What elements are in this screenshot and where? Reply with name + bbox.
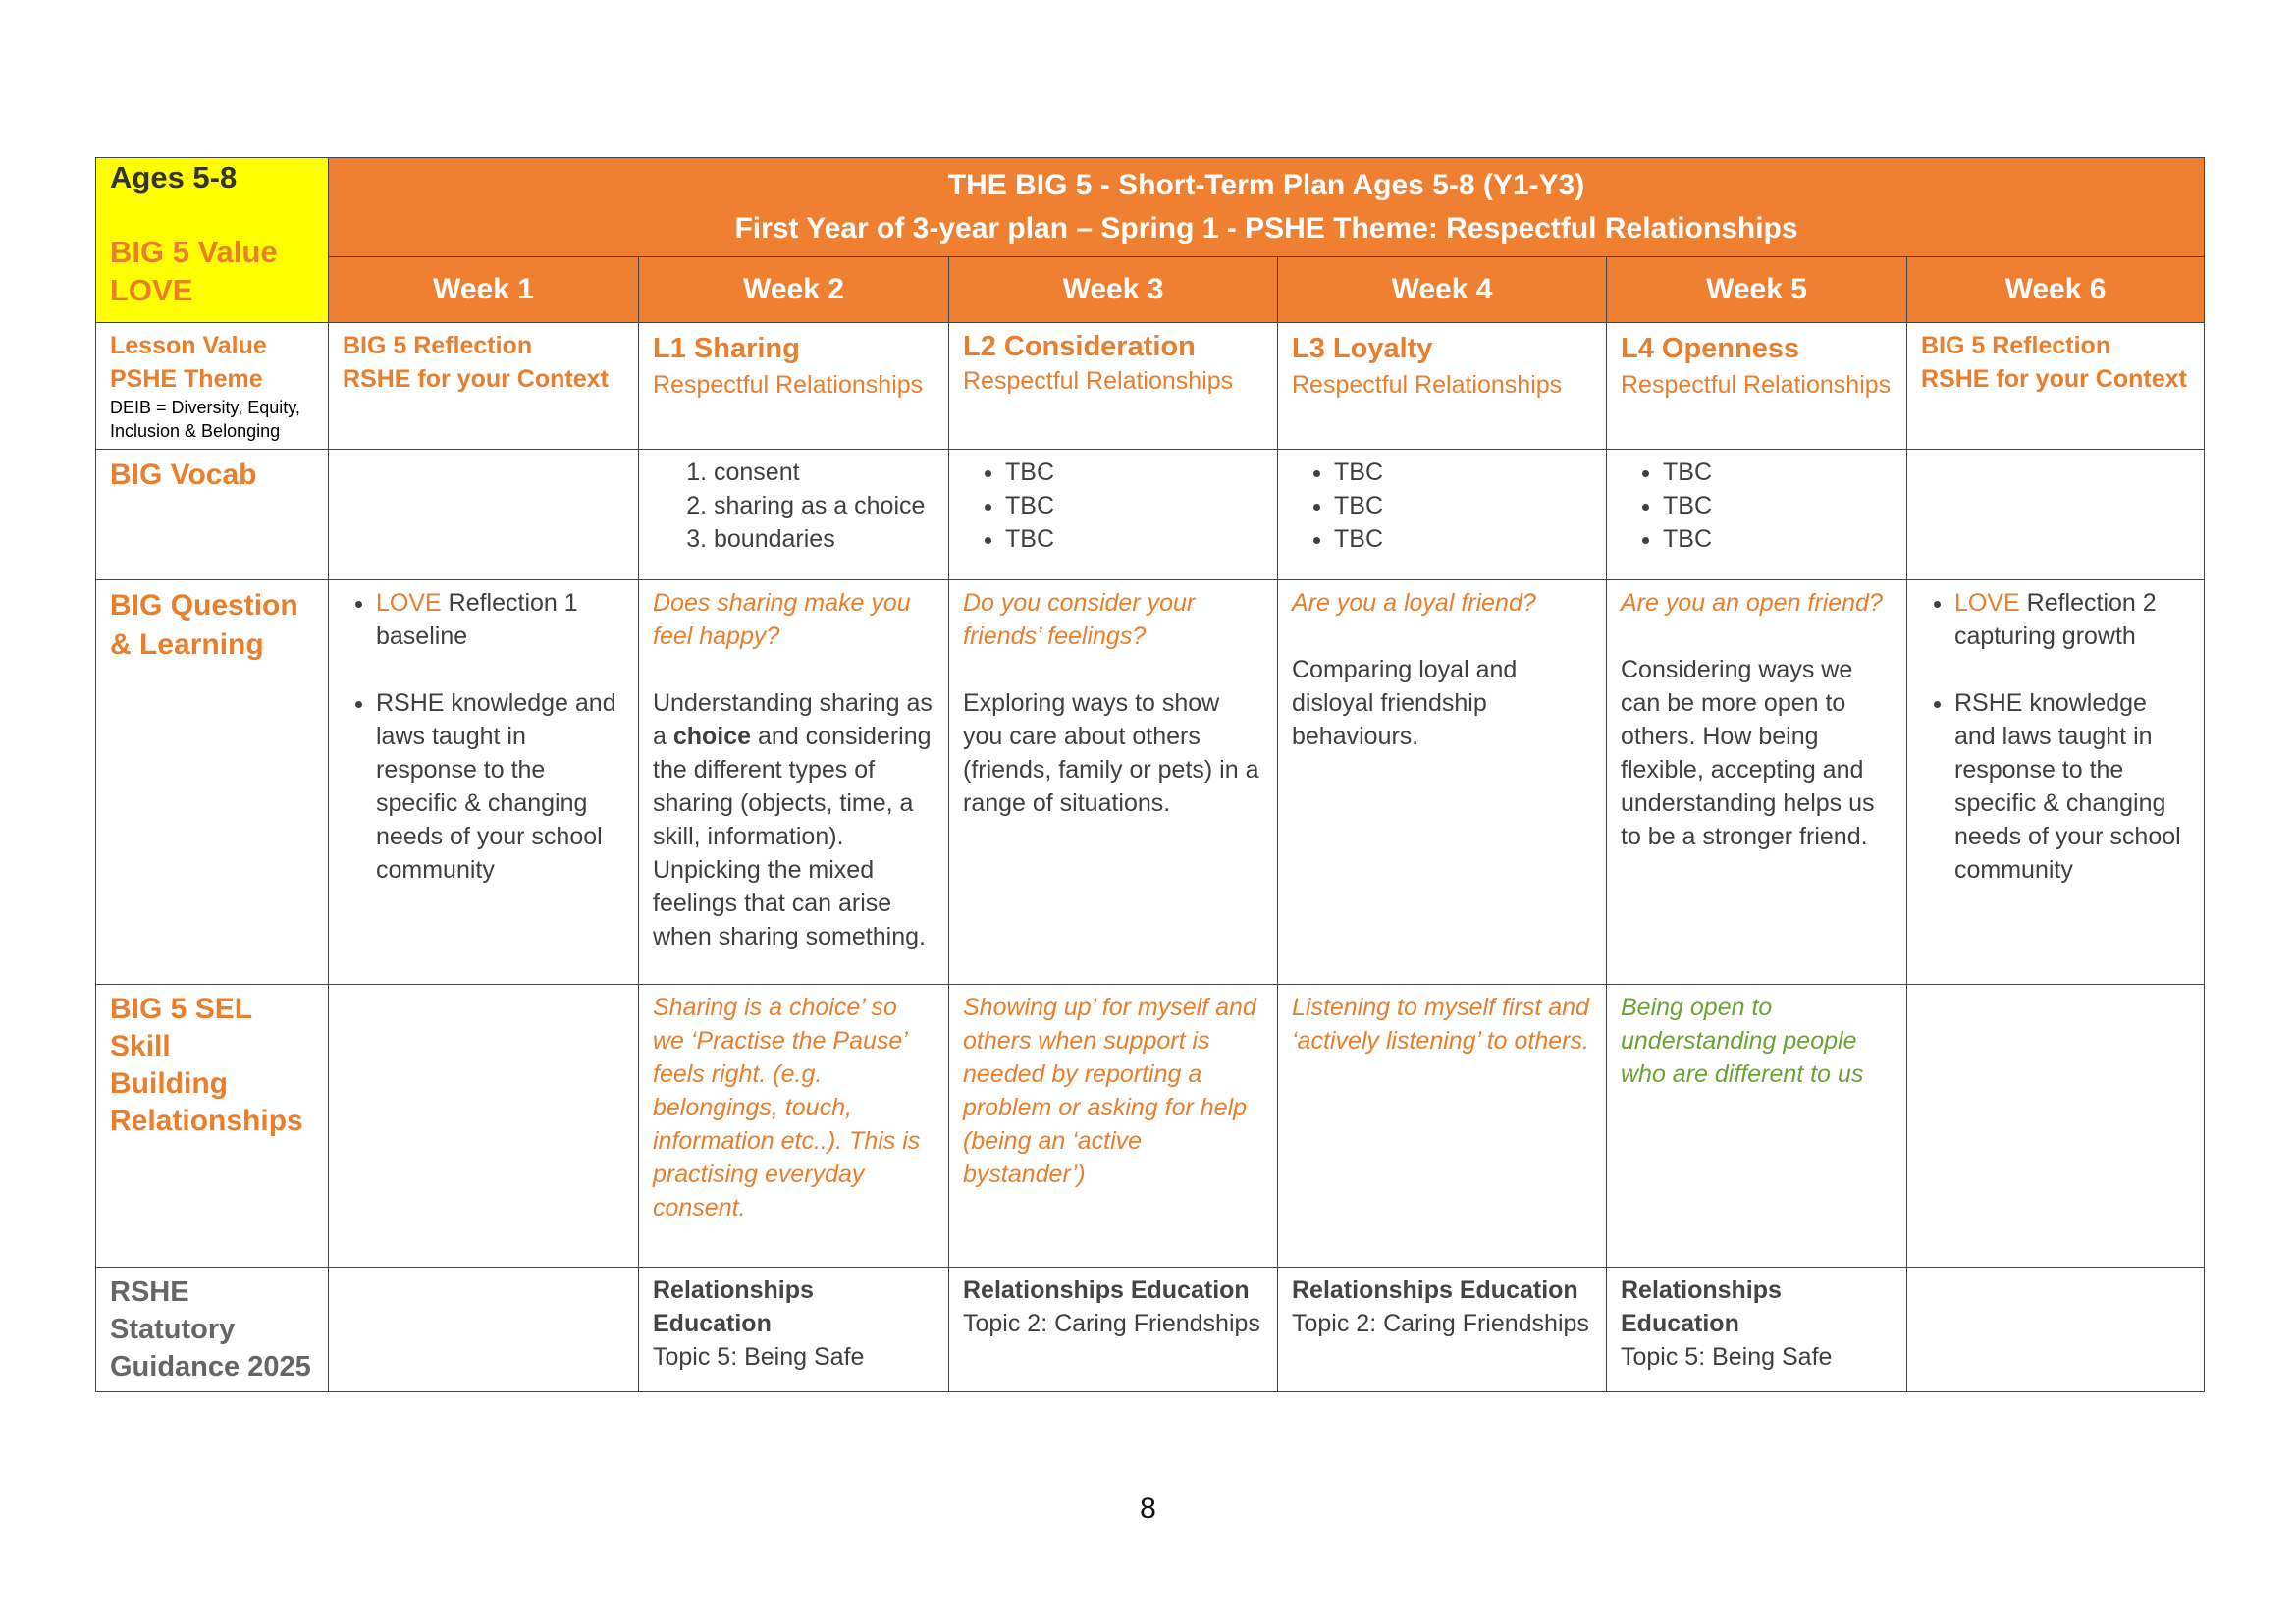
sel-week-1: [329, 985, 639, 1268]
learning-bullet: [376, 586, 624, 653]
learning-week-1: [329, 580, 639, 985]
learning-text-part: Understanding sharing as a: [653, 689, 933, 750]
week-5-header: Week 5: [1607, 257, 1907, 323]
rshe-row: [96, 1268, 2205, 1392]
short-term-plan-table: [95, 157, 2205, 1392]
sel-row: [96, 985, 2205, 1268]
rshe-topic: Topic 2: Caring Friendships: [963, 1310, 1260, 1337]
learning-text: [653, 686, 934, 953]
learning-week-4: [1278, 580, 1607, 985]
vocab-item: • TBC: [1334, 456, 1592, 489]
learning-text-bold: choice: [672, 723, 752, 750]
learning-text: Considering ways we can be more open to others. How being flexible, accepting and understanding helps us to be a stronger friend.: [1621, 656, 1875, 850]
lesson-subtitle: Respectful Relationships: [653, 371, 924, 399]
lesson-week-1: [329, 323, 639, 450]
rshe-week-1: [329, 1268, 639, 1392]
rshe-topic: Topic 5: Being Safe: [1621, 1343, 1833, 1371]
vocab-item: • TBC: [1663, 489, 1893, 522]
vocab-item: 2. sharing as a choice: [714, 489, 934, 522]
vocab-week-3: [949, 450, 1278, 580]
sel-label-1: BIG 5 SEL Skill: [110, 993, 252, 1062]
deib-note: DEIB = Diversity, Equity, Inclusion & Belonging: [110, 398, 300, 441]
plan-title-line-1: THE BIG 5 - Short-Term Plan Ages 5-8 (Y1-Y3): [947, 169, 1585, 201]
big-question: Are you an open friend?: [1621, 589, 1883, 617]
bullet-text: Reflection 1 baseline: [376, 589, 578, 650]
vocab-week-6: [1907, 450, 2205, 580]
ages-cell: [96, 158, 329, 323]
learning-week-5: [1607, 580, 1907, 985]
learning-week-6: [1907, 580, 2205, 985]
lesson-title: L2 Consideration: [963, 331, 1196, 362]
vocab-week-5: [1607, 450, 1907, 580]
sel-text: Sharing is a choice’ so we ‘Practise the Pause’ feels right. (e.g. belongings, touch, information etc..). This is practising everyday consent.: [653, 994, 921, 1221]
learning-row-label: [96, 580, 329, 985]
vocab-item: • TBC: [1334, 522, 1592, 556]
lesson-subtitle: Respectful Relationships: [1621, 371, 1892, 399]
big-question: Does sharing make you feel happy?: [653, 589, 911, 650]
lesson-subtitle: RSHE for your Context: [343, 365, 609, 393]
week-header-row: [96, 257, 2205, 323]
love-word: LOVE: [1954, 589, 2020, 617]
lesson-row: [96, 323, 2205, 450]
rshe-week-3: [949, 1268, 1278, 1392]
sel-label-2: Building: [110, 1067, 228, 1100]
vocab-item: • TBC: [1005, 522, 1263, 556]
week-6-header: Week 6: [1907, 257, 2205, 323]
rshe-heading: Relationships Education: [1621, 1276, 1782, 1337]
sel-week-2: [639, 985, 949, 1268]
question-label-2: & Learning: [110, 628, 264, 661]
learning-week-3: [949, 580, 1278, 985]
vocab-item: • TBC: [1005, 456, 1263, 489]
lesson-title: L1 Sharing: [653, 333, 800, 364]
rshe-heading: Relationships Education: [963, 1276, 1250, 1304]
lesson-week-3: [949, 323, 1278, 450]
question-label-1: BIG Question: [110, 589, 298, 622]
love-word: LOVE: [376, 589, 442, 617]
lesson-week-5: [1607, 323, 1907, 450]
rshe-week-4: [1278, 1268, 1607, 1392]
vocab-item: 1. consent: [714, 456, 934, 489]
rshe-row-label: [96, 1268, 329, 1392]
week-1-header: Week 1: [329, 257, 639, 323]
rshe-week-6: [1907, 1268, 2205, 1392]
vocab-item: • TBC: [1663, 522, 1893, 556]
lesson-title: L3 Loyalty: [1292, 333, 1433, 364]
week-4-header: Week 4: [1278, 257, 1607, 323]
big-question: Do you consider your friends’ feelings?: [963, 589, 1196, 650]
rshe-topic: Topic 5: Being Safe: [653, 1343, 865, 1371]
learning-text-part: and considering the different types of sharing (objects, time, a skill, information). Unpicking the mixed feelings that can arise when sharing something.: [653, 723, 932, 950]
vocab-week-4: [1278, 450, 1607, 580]
week-2-header: Week 2: [639, 257, 949, 323]
page-number: 8: [1140, 1492, 1156, 1525]
title-row: [96, 158, 2205, 257]
vocab-item: • TBC: [1663, 456, 1893, 489]
sel-week-5: [1607, 985, 1907, 1268]
lesson-week-6: [1907, 323, 2205, 450]
rshe-topic: Topic 2: Caring Friendships: [1292, 1310, 1589, 1337]
sel-row-label: [96, 985, 329, 1268]
sel-text: Showing up’ for myself and others when support is needed by reporting a problem or asking for help (being an ‘active bystander’): [963, 994, 1256, 1188]
big-question: Are you a loyal friend?: [1292, 589, 1536, 617]
rshe-label-1: RSHE Statutory: [110, 1276, 236, 1345]
lesson-row-label: [96, 323, 329, 450]
ages-label: Ages 5-8: [110, 160, 238, 194]
vocab-week-2: [639, 450, 949, 580]
vocab-label: BIG Vocab: [110, 459, 257, 491]
week-3-header: Week 3: [949, 257, 1278, 323]
lesson-subtitle: Respectful Relationships: [963, 367, 1234, 395]
rshe-week-5: [1607, 1268, 1907, 1392]
vocab-row: [96, 450, 2205, 580]
plan-title: [329, 158, 2205, 257]
value-word: LOVE: [110, 273, 193, 307]
sel-week-6: [1907, 985, 2205, 1268]
lesson-title: L4 Openness: [1621, 333, 1800, 364]
vocab-week-1: [329, 450, 639, 580]
vocab-item: • TBC: [1334, 489, 1592, 522]
learning-bullet: • RSHE knowledge and laws taught in response to the specific & changing needs of your school community: [1954, 686, 2190, 887]
learning-bullet: • RSHE knowledge and laws taught in response to the specific & changing needs of your school community: [376, 686, 624, 887]
bullet-text: Reflection 2 capturing growth: [1954, 589, 2157, 650]
rshe-week-2: [639, 1268, 949, 1392]
value-label: BIG 5 Value: [110, 235, 278, 269]
learning-text: Exploring ways to show you care about others (friends, family or pets) in a range of situations.: [963, 689, 1259, 817]
lesson-subtitle: Respectful Relationships: [1292, 371, 1563, 399]
lesson-title: BIG 5 Reflection: [1921, 332, 2111, 359]
learning-bullet: [1954, 586, 2190, 653]
sel-week-3: [949, 985, 1278, 1268]
learning-row: [96, 580, 2205, 985]
learning-text: Comparing loyal and disloyal friendship behaviours.: [1292, 656, 1518, 750]
sel-week-4: [1278, 985, 1607, 1268]
lesson-title: BIG 5 Reflection: [343, 332, 533, 359]
vocab-item: • TBC: [1005, 489, 1263, 522]
vocab-row-label: [96, 450, 329, 580]
plan-title-line-2: First Year of 3-year plan – Spring 1 - PSHE Theme: Respectful Relationships: [734, 212, 1798, 244]
lesson-subtitle: RSHE for your Context: [1921, 365, 2187, 393]
sel-text: Being open to understanding people who are different to us: [1621, 994, 1864, 1088]
lesson-week-2: [639, 323, 949, 450]
rshe-heading: Relationships Education: [653, 1276, 814, 1337]
vocab-item: 3. boundaries: [714, 522, 934, 556]
rshe-label-2: Guidance 2025: [110, 1351, 311, 1382]
rshe-heading: Relationships Education: [1292, 1276, 1578, 1304]
lesson-week-4: [1278, 323, 1607, 450]
lesson-value-label: Lesson Value: [110, 332, 267, 359]
learning-week-2: [639, 580, 949, 985]
pshe-theme-label: PSHE Theme: [110, 365, 263, 393]
sel-label-3: Relationships: [110, 1105, 303, 1137]
sel-text: Listening to myself first and ‘actively listening’ to others.: [1292, 994, 1589, 1055]
